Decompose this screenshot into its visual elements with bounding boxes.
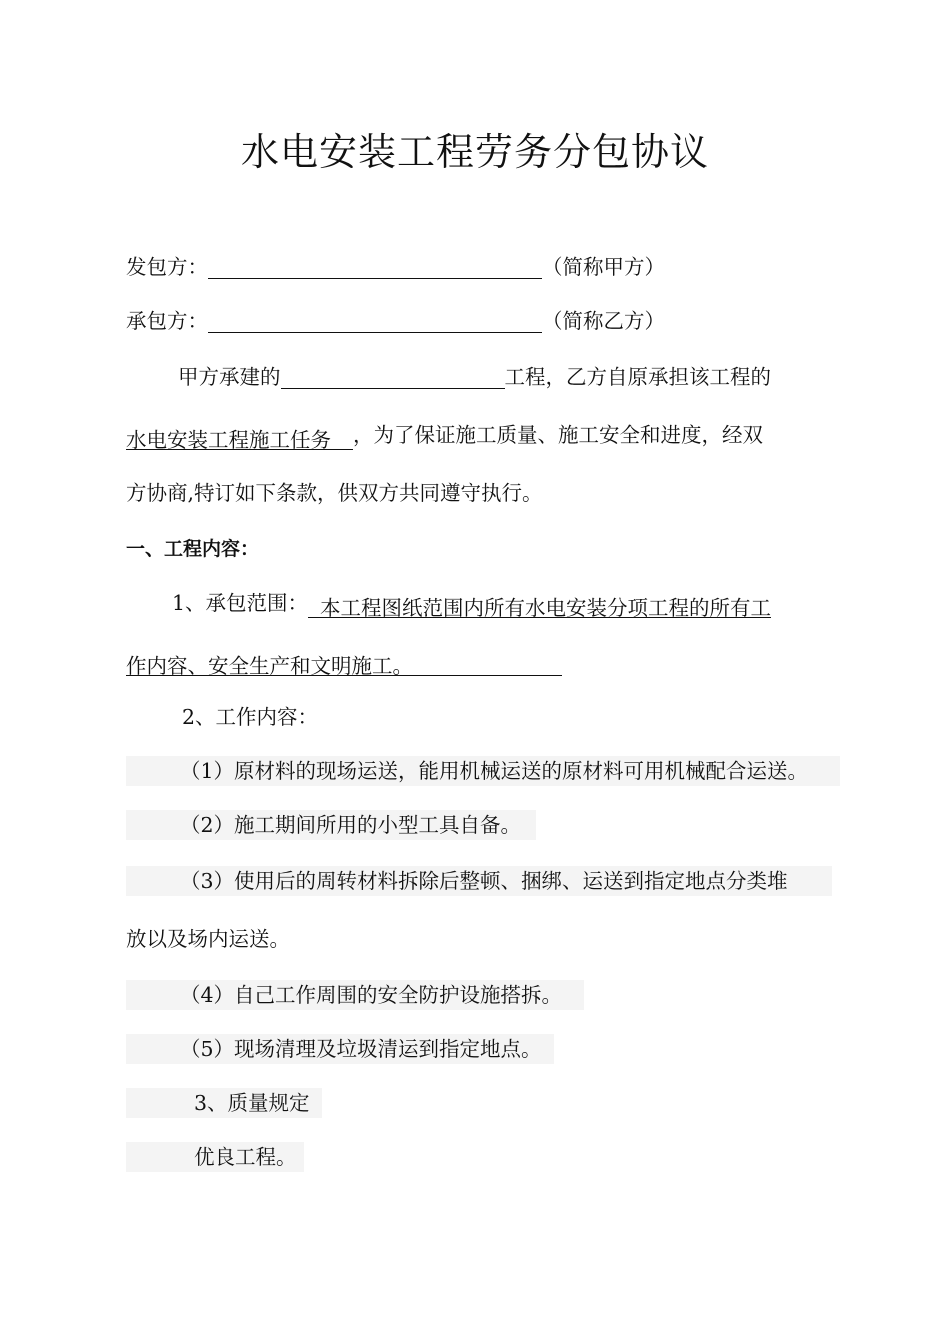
sub-item-4: （4）自己工作周围的安全防护设施搭拆。 [180, 983, 563, 1007]
item-1-content-text-2: 作内容、安全生产和文明施工。 [126, 654, 413, 678]
sub-item-5: （5）现场清理及垃圾清运到指定地点。 [180, 1037, 542, 1061]
work-scope-text: 水电安装工程施工任务 [126, 428, 331, 452]
party-a-suffix: （简称甲方） [542, 255, 665, 279]
party-a-blank [208, 254, 542, 279]
document-title: 水电安装工程劳务分包协议 [240, 130, 709, 174]
intro-line-1 [178, 362, 771, 392]
party-a-label: 发包方： [126, 255, 208, 279]
item-1-content-underlined [308, 593, 771, 618]
item-1-label: 1、承包范围： [172, 591, 309, 615]
project-name-blank [281, 364, 505, 389]
intro-end: 工程，乙方自原承担该工程的 [504, 365, 771, 389]
work-scope-underlined [126, 425, 353, 450]
section-1-heading: 一、工程内容： [126, 538, 260, 560]
item-1-content-text: 本工程图纸范围内所有水电安装分项工程的所有工 [320, 596, 772, 620]
item-2-label: 2、工作内容： [182, 705, 319, 729]
intro-line-2-rest: ，为了保证施工质量、施工安全和进度，经双 [353, 423, 763, 447]
party-a-line [126, 252, 665, 282]
party-b-blank [208, 308, 542, 333]
sub-item-3-line-2: 放以及场内运送。 [126, 927, 290, 951]
sub-item-1: （1）原材料的现场运送，能用机械运送的原材料可用机械配合运送。 [180, 759, 809, 783]
item-1-content-underlined-2 [126, 651, 562, 676]
item-3-value: 优良工程。 [194, 1145, 297, 1169]
intro-line-2 [126, 420, 763, 450]
party-b-label: 承包方： [126, 309, 208, 333]
sub-item-3-line-1: （3）使用后的周转材料拆除后整顿、捆绑、运送到指定地点分类堆 [180, 869, 788, 893]
item-1-line-1 [172, 588, 771, 618]
item-3-label: 3、质量规定 [194, 1091, 310, 1115]
party-b-suffix: （简称乙方） [542, 309, 665, 333]
sub-item-2: （2）施工期间所用的小型工具自备。 [180, 813, 522, 837]
party-b-line [126, 306, 665, 336]
intro-start: 甲方承建的 [178, 365, 281, 389]
intro-line-3: 方协商,特订如下条款，供双方共同遵守执行。 [126, 481, 543, 505]
item-1-line-2 [126, 646, 562, 676]
